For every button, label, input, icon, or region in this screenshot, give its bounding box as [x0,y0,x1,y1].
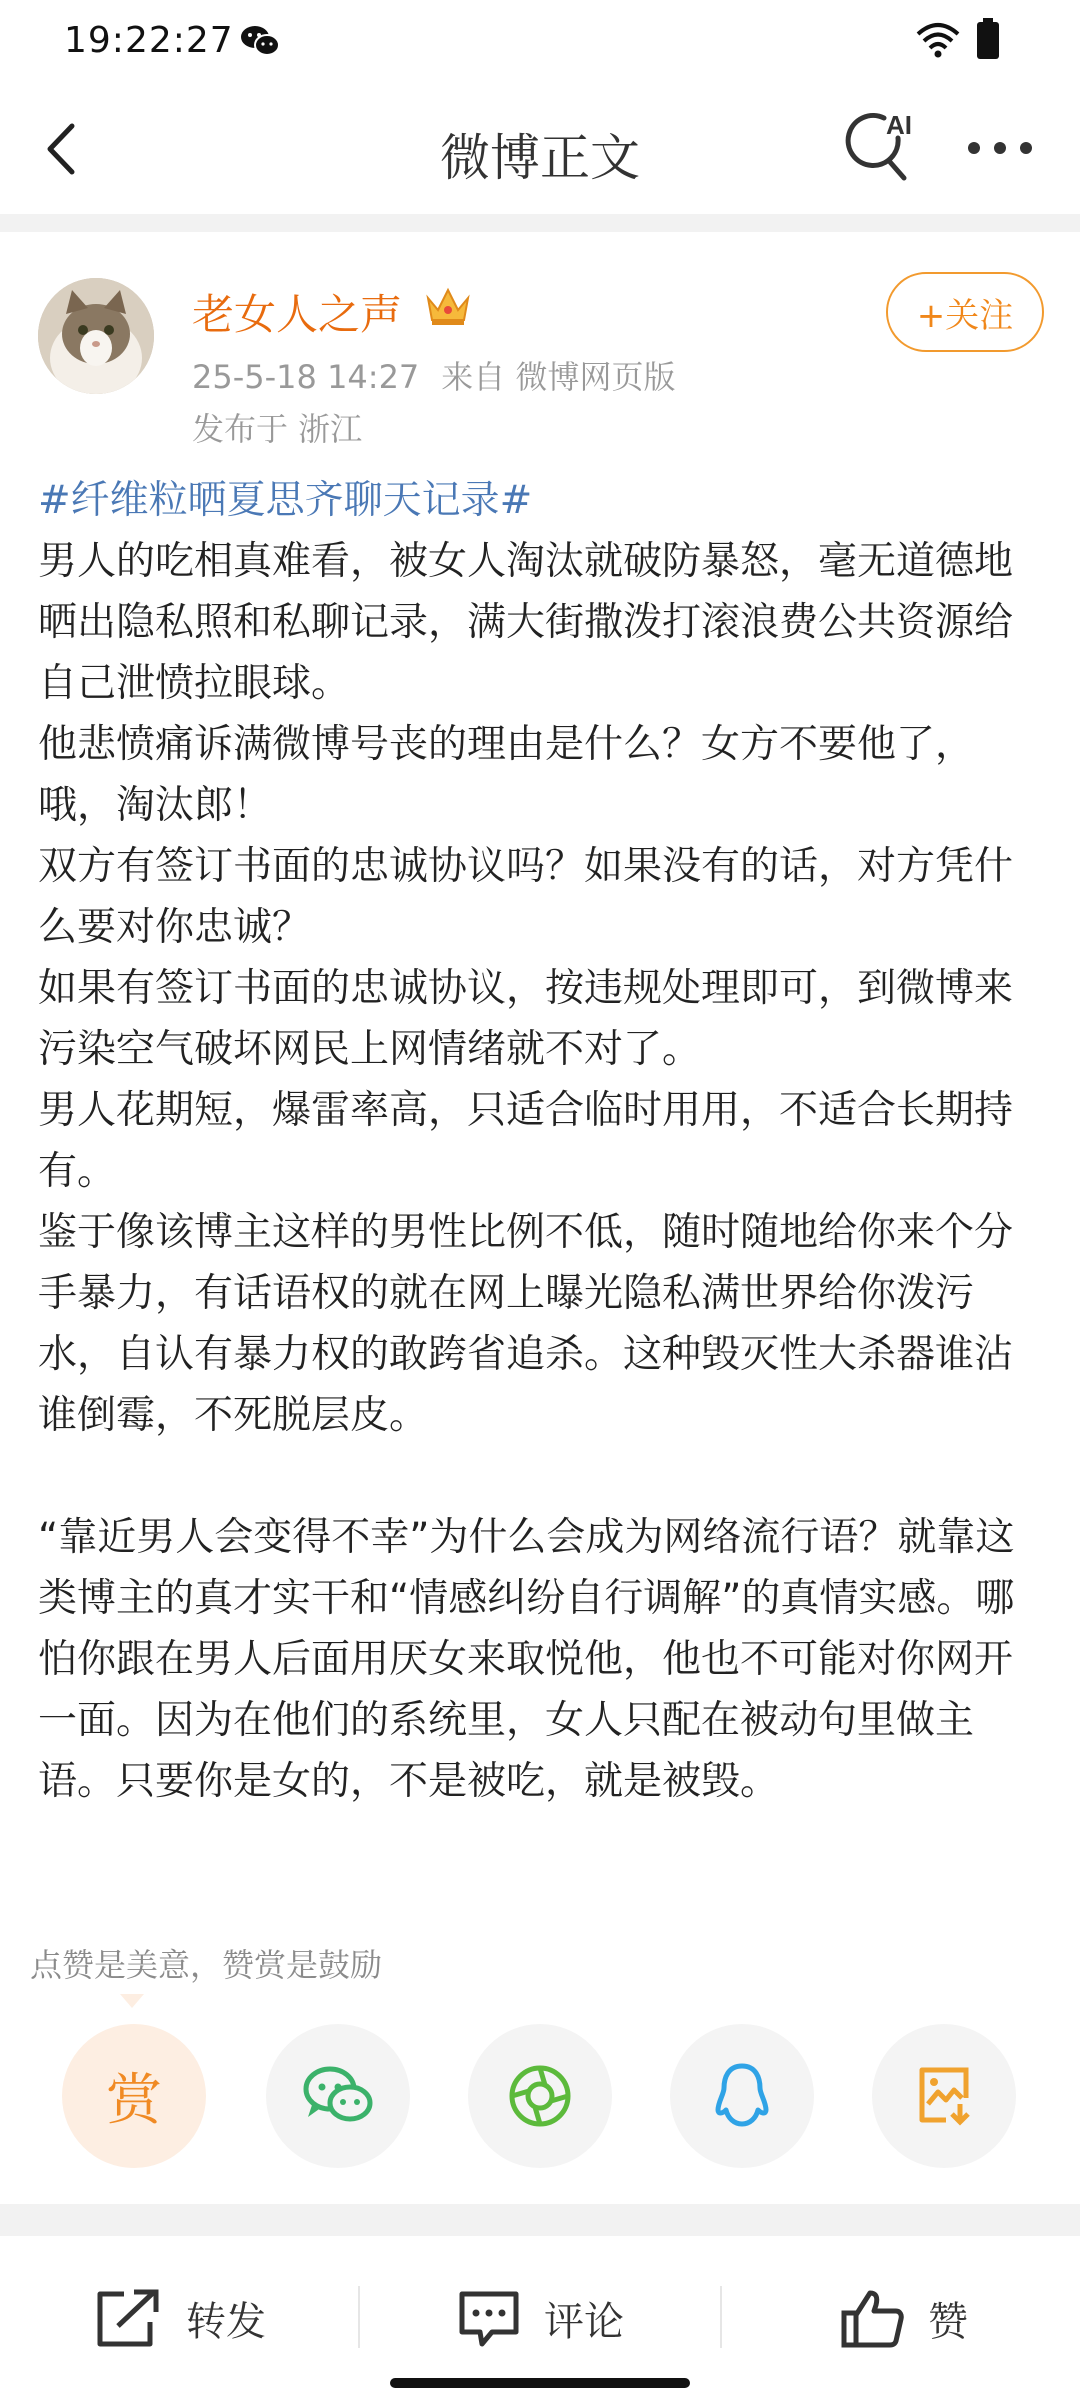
reward-icon: 赏 [106,2068,162,2133]
moments-icon [505,2061,575,2131]
qq-icon [710,2060,774,2132]
paragraph-spacer [38,1446,1048,1507]
wifi-icon [916,20,960,60]
comment-icon [456,2288,522,2348]
author-name[interactable]: 老女人之声 [192,290,403,339]
post-paragraph: 他悲愤痛诉满微博号丧的理由是什么？女方不要他了，哦，淘汰郎！ [38,722,975,828]
cat-avatar-image [38,278,154,394]
crown-badge-icon [424,284,472,328]
repost-label: 转发 [186,2298,266,2345]
reward-hint: 点赞是美意，赞赏是鼓励 [30,1946,383,1984]
share-moments-button[interactable] [468,2024,612,2168]
reward-button[interactable] [62,2024,206,2168]
share-qq-button[interactable] [670,2024,814,2168]
comment-label: 评论 [544,2298,624,2345]
wechat-icon [300,2063,376,2129]
save-image-icon [912,2064,976,2128]
tooltip-pointer [120,1994,144,2008]
avatar[interactable] [38,278,154,394]
post-source: 来自 微博网页版 [441,358,676,396]
ai-search-icon[interactable] [840,106,920,186]
wechat-notification-icon [240,24,280,58]
post-paragraph: 男人的吃相真难看，被女人淘汰就破防暴怒，毫无道德地晒出隐私照和私聊记录，满大街撒泼打滚浪费公共资源给自己泄愤拉眼球。 [38,539,1014,706]
status-time: 19:22:27 [64,20,234,61]
post-paragraph: 双方有签订书面的忠诚协议吗？如果没有的话，对方凭什么要对你忠诚？ [38,844,1014,950]
thumbs-up-icon [840,2287,906,2349]
post-meta [192,352,697,398]
like-label: 赞 [928,2298,968,2345]
repost-button[interactable] [94,2288,266,2348]
post-paragraph: 男人花期短，爆雷率高，只适合临时用用，不适合长期持有。 [38,1088,1014,1194]
more-options-icon[interactable] [960,118,1040,178]
nav-bar [0,84,1080,214]
save-image-button[interactable] [872,2024,1016,2168]
share-wechat-button[interactable] [266,2024,410,2168]
like-button[interactable] [840,2288,968,2348]
toolbar-divider [720,2286,722,2348]
follow-button[interactable]: +关注 [886,272,1044,352]
bottom-toolbar [0,2236,1080,2400]
post-content [38,470,1048,1812]
toolbar-divider [358,2286,360,2348]
home-indicator[interactable] [390,2378,690,2388]
post-paragraph: 鉴于像该博主这样的男性比例不低，随时随地给你来个分手暴力，有话语权的就在网上曝光隐私满世界给你泼污水，自认有暴力权的敢跨省追杀。这种毁灭性大杀器谁沾谁倒霉，不死脱层皮。 [38,1210,1014,1438]
section-divider [0,2204,1080,2236]
post-date: 25-5-18 14:27 [192,358,420,396]
status-bar [0,0,1080,84]
repost-icon [94,2288,164,2348]
section-divider [0,214,1080,232]
post-paragraph: 如果有签订书面的忠诚协议，按违规处理即可，到微博来污染空气破坏网民上网情绪就不对了。 [38,966,1014,1072]
page-title: 微博正文 [440,129,640,187]
battery-icon [976,18,1000,60]
post-location: 发布于 浙江 [192,410,363,448]
post-paragraph: “靠近男人会变得不幸”为什么会成为网络流行语？就靠这类博主的真才实干和“情感纠纷自行调解”的真情实感。哪怕你跟在男人后面用厌女来取悦他，他也不可能对你网开一面。因为在他们的系统里，女人只配在被动句里做主语。只要你是女的，不是被吃，就是被毁。 [38,1515,1015,1804]
share-row [0,2024,1080,2174]
ai-label: AI [886,110,912,140]
comment-button[interactable] [456,2288,624,2348]
hashtag-link[interactable]: #纤维粒晒夏思齐聊天记录# [38,478,533,523]
